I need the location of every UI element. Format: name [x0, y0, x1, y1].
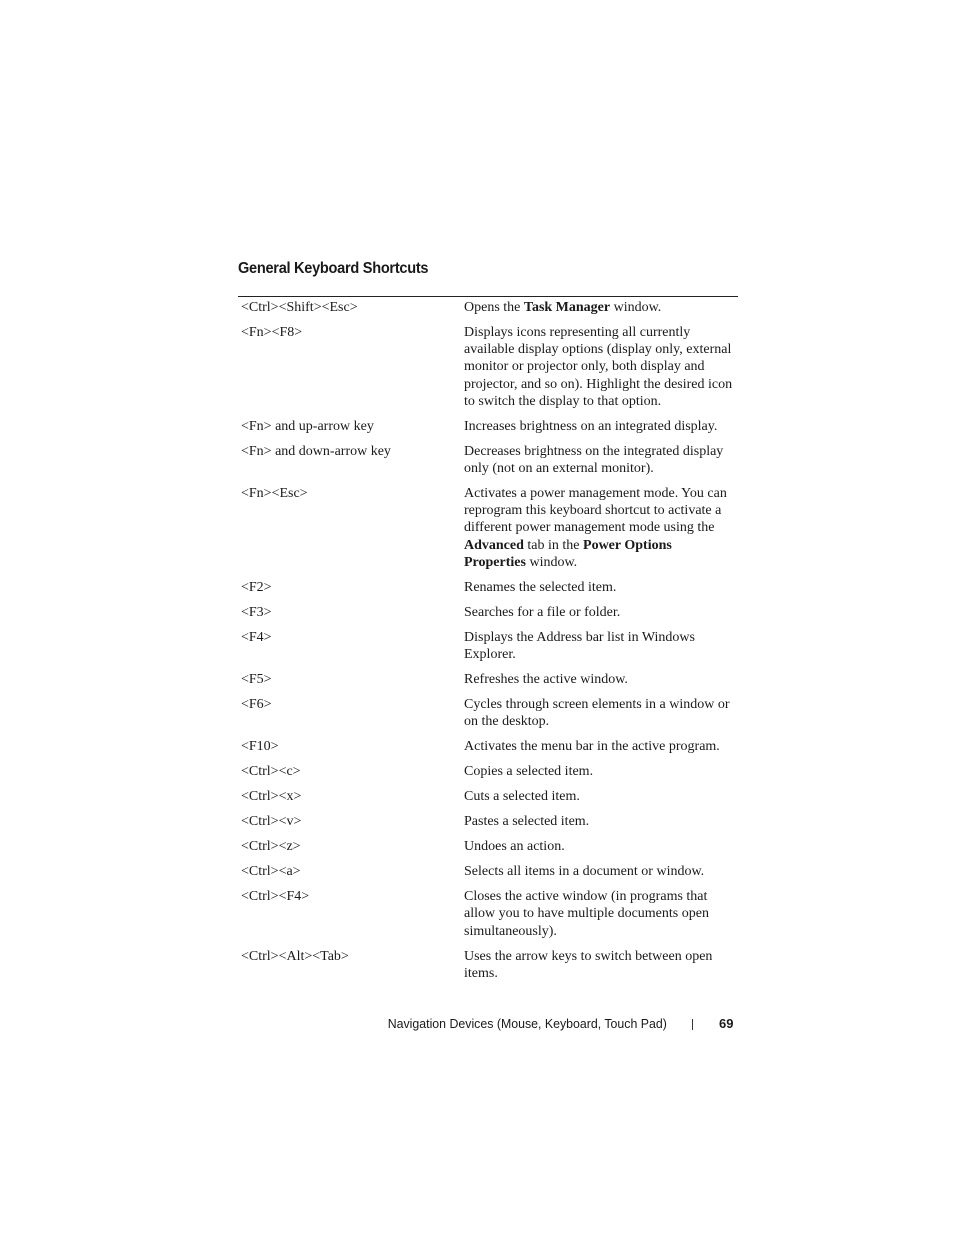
description-text: Displays the Address bar list in Windows Explorer. [464, 629, 695, 663]
shortcut-description [464, 579, 736, 596]
shortcut-description [464, 696, 736, 730]
shortcut-description [464, 671, 736, 688]
description-text: Renames the selected item. [464, 579, 617, 595]
shortcut-key: <Fn> and up-arrow key [241, 418, 374, 434]
shortcut-description [464, 604, 736, 621]
shortcut-key: <Ctrl><Alt><Tab> [241, 948, 349, 964]
shortcut-description [464, 324, 736, 410]
shortcut-description [464, 485, 736, 571]
shortcut-key: <Ctrl><v> [241, 814, 302, 830]
table-row [238, 482, 738, 576]
description-text: Cycles through screen elements in a window or on the desktop. [464, 697, 730, 730]
page-title: General Keyboard Shortcuts [238, 260, 429, 277]
shortcut-description [464, 738, 736, 755]
table-row [238, 576, 738, 601]
description-text: Increases brightness on an integrated display. [464, 418, 718, 434]
table-row [238, 321, 738, 415]
ui-term: Advanced [464, 537, 524, 553]
page-number: 69 [719, 1016, 734, 1031]
description-text: Pastes a selected item. [464, 814, 590, 830]
ui-term: Power Options Properties [464, 537, 672, 570]
footer-divider [692, 1019, 693, 1030]
table-row [238, 601, 738, 626]
shortcut-key: <Ctrl><z> [241, 839, 301, 855]
shortcut-key: <F10> [241, 739, 279, 755]
description-text: Searches for a file or folder. [464, 604, 621, 620]
table-row [238, 860, 738, 885]
description-text: Activates a power management mode. You can reprogram this keyboard shortcut to activate a different power management mode using the [464, 486, 727, 536]
shortcut-key: <Ctrl><a> [241, 864, 301, 880]
description-text: Cuts a selected item. [464, 789, 580, 805]
table-row [238, 735, 738, 760]
table-row [238, 440, 738, 482]
description-text: Activates the menu bar in the active program. [464, 739, 720, 755]
shortcut-key: <F2> [241, 579, 272, 595]
description-text: Copies a selected item. [464, 764, 594, 780]
table-row [238, 626, 738, 668]
description-text: Selects all items in a document or window. [464, 864, 705, 880]
shortcut-description [464, 788, 736, 805]
shortcut-key: <Fn> and down-arrow key [241, 443, 391, 459]
shortcut-key: <Ctrl><x> [241, 789, 302, 805]
shortcut-key: <Ctrl><F4> [241, 889, 310, 905]
shortcut-description [464, 948, 736, 982]
shortcut-description [464, 813, 736, 830]
ui-term: Task Manager [523, 300, 611, 315]
table-row [238, 668, 738, 693]
description-text: Displays icons representing all currently available display options (display only, external monitor or projector only, both display and projector, and so on). Highlight the desired icon to switch the display to that option. [464, 325, 733, 409]
shortcut-key: <Ctrl><Shift><Esc> [241, 300, 358, 315]
description-text: window. [610, 300, 662, 315]
table-row [238, 885, 738, 944]
table-row [238, 810, 738, 835]
shortcut-description [464, 299, 736, 316]
shortcut-description [464, 888, 736, 940]
description-text: Opens the [464, 300, 524, 315]
description-text: Closes the active window (in programs that allow you to have multiple documents open simultaneously). [464, 889, 709, 939]
shortcut-table [238, 296, 738, 987]
shortcut-key: <Fn><Esc> [241, 486, 308, 502]
table-row [238, 945, 738, 987]
description-text: Uses the arrow keys to switch between open items. [464, 948, 713, 981]
shortcut-key: <F3> [241, 604, 272, 620]
shortcut-description [464, 418, 736, 435]
shortcut-description [464, 838, 736, 855]
table-row [238, 297, 738, 321]
footer-section-name: Navigation Devices (Mouse, Keyboard, Touch Pad) [387, 1016, 667, 1031]
table-row [238, 693, 738, 735]
table-row [238, 835, 738, 860]
description-text: tab in the [523, 537, 584, 553]
shortcut-key: <F5> [241, 672, 272, 688]
description-text: Refreshes the active window. [464, 672, 628, 688]
shortcut-description [464, 863, 736, 880]
shortcut-key: <Ctrl><c> [241, 764, 301, 780]
table-row [238, 760, 738, 785]
shortcut-key: <F6> [241, 697, 272, 713]
shortcut-description [464, 763, 736, 780]
shortcut-description [464, 629, 736, 663]
description-text: Decreases brightness on the integrated display only (not on an external monitor). [464, 443, 724, 477]
table-row [238, 415, 738, 440]
shortcut-description [464, 443, 736, 477]
shortcut-key: <Fn><F8> [241, 325, 303, 340]
shortcut-key: <F4> [241, 629, 272, 645]
description-text: Undoes an action. [464, 839, 565, 855]
table-row [238, 785, 738, 810]
description-text: window. [525, 554, 578, 570]
